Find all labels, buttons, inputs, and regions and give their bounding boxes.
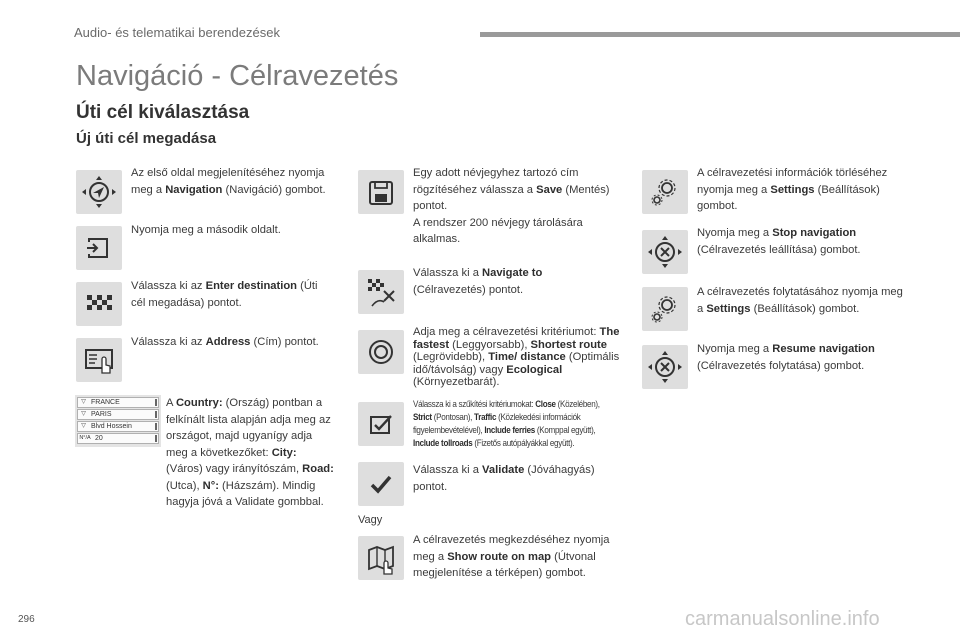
scroll-icon <box>155 423 157 430</box>
criteria-instruction: Adja meg a célravezetési kritériumot: The fastest (Leggyorsabb), Shortest route (Legrövidebb), Time/ distance (Optimális idő/távolság) vagy Ecological (Környezetbarát). <box>413 326 620 389</box>
validate-check-icon <box>358 462 404 506</box>
scroll-icon <box>155 399 157 406</box>
second-page-instruction: Nyomja meg a második oldalt. <box>131 224 281 236</box>
stop-navigation-icon <box>642 230 688 274</box>
navigate-to-instruction: Válassza ki a Navigate to (Célravezetés) pontot. <box>413 267 543 296</box>
restriction-instruction: Válassza ki a szűkítési kritériumokat: Close (Közelében), Strict (Pontosan), Traffic (Közlekedési információk figyelembevételével), Include ferries (Komppal együtt), Include tollroads (Fizetős autópályákkal együtt). <box>413 398 600 448</box>
resume-navigation-icon <box>642 345 688 389</box>
settings-clear-instruction: A célravezetési információk törléséhez nyomja meg a Settings (Beállítások) gombot. <box>697 167 888 212</box>
address-card-icon <box>76 338 122 382</box>
navigate-to-icon <box>358 270 404 314</box>
scroll-icon <box>155 435 157 442</box>
header-rule <box>480 32 960 37</box>
restriction-check-icon <box>358 402 404 446</box>
settings-icon <box>642 287 688 331</box>
chevron-down-icon: ▽ <box>81 399 86 405</box>
criteria-icon <box>358 330 404 374</box>
watermark: carmanualsonline.info <box>685 608 880 630</box>
number-row: N°/A 20 <box>77 433 159 444</box>
city-row: ▽ PARIS <box>77 409 159 420</box>
page-number: 296 <box>18 614 35 625</box>
next-page-icon <box>76 226 122 270</box>
show-route-instruction: A célravezetés megkezdéséhez nyomja meg a Show route on map (Útvonal megjelenítése a térképen) gombot. <box>413 534 610 579</box>
address-form-image <box>75 395 161 447</box>
settings-icon <box>642 170 688 214</box>
section-title: Úti cél kiválasztása <box>76 102 250 123</box>
chevron-down-icon: ▽ <box>81 411 86 417</box>
save-instruction: Egy adott névjegyhez tartozó cím rögzítéséhez válassza a Save (Mentés) pontot. A rendszer 200 névjegy tárolására alkalmas. <box>413 167 610 245</box>
subsection-title: Új úti cél megadása <box>76 130 217 147</box>
checkered-flag-icon <box>76 282 122 326</box>
stop-navigation-instruction: Nyomja meg a Stop navigation (Célravezetés leállítása) gombot. <box>697 227 861 256</box>
chevron-down-icon: ▽ <box>81 423 86 429</box>
page-title: Navigáció - Célravezetés <box>76 60 399 92</box>
enter-destination-instruction: Válassza ki az Enter destination (Úti cél megadása) pontot. <box>131 280 318 309</box>
scroll-icon <box>155 411 157 418</box>
show-route-map-icon <box>358 536 404 580</box>
country-row: ▽ FRANCE <box>77 397 159 408</box>
or-label: Vagy <box>358 514 383 526</box>
country-instruction: A Country: (Ország) pontban a felkínált lista alapján adja meg az országot, majd ugyanígy adja meg a következőket: City: (Város) vagy irányítószám, Road: (Utca), N°: (Házszám). Mindig hagyja jóvá a Validate gombbal. <box>166 397 334 508</box>
validate-instruction: Válassza ki a Validate (Jóváhagyás) pontot. <box>413 464 595 493</box>
navigation-icon <box>76 170 122 214</box>
address-instruction: Válassza ki az Address (Cím) pontot. <box>131 336 319 348</box>
resume-navigation-instruction: Nyomja meg a Resume navigation (Célravezetés folytatása) gombot. <box>697 343 875 372</box>
running-header: Audio- és telematikai berendezések <box>74 25 280 40</box>
save-icon <box>358 170 404 214</box>
road-row: ▽ Blvd Hossein <box>77 421 159 432</box>
nav-instruction: Az első oldal megjelenítéséhez nyomja meg a Navigation (Navigáció) gombot. <box>131 167 326 196</box>
settings-resume-instruction: A célravezetés folytatásához nyomja meg a Settings (Beállítások) gombot. <box>697 286 903 315</box>
